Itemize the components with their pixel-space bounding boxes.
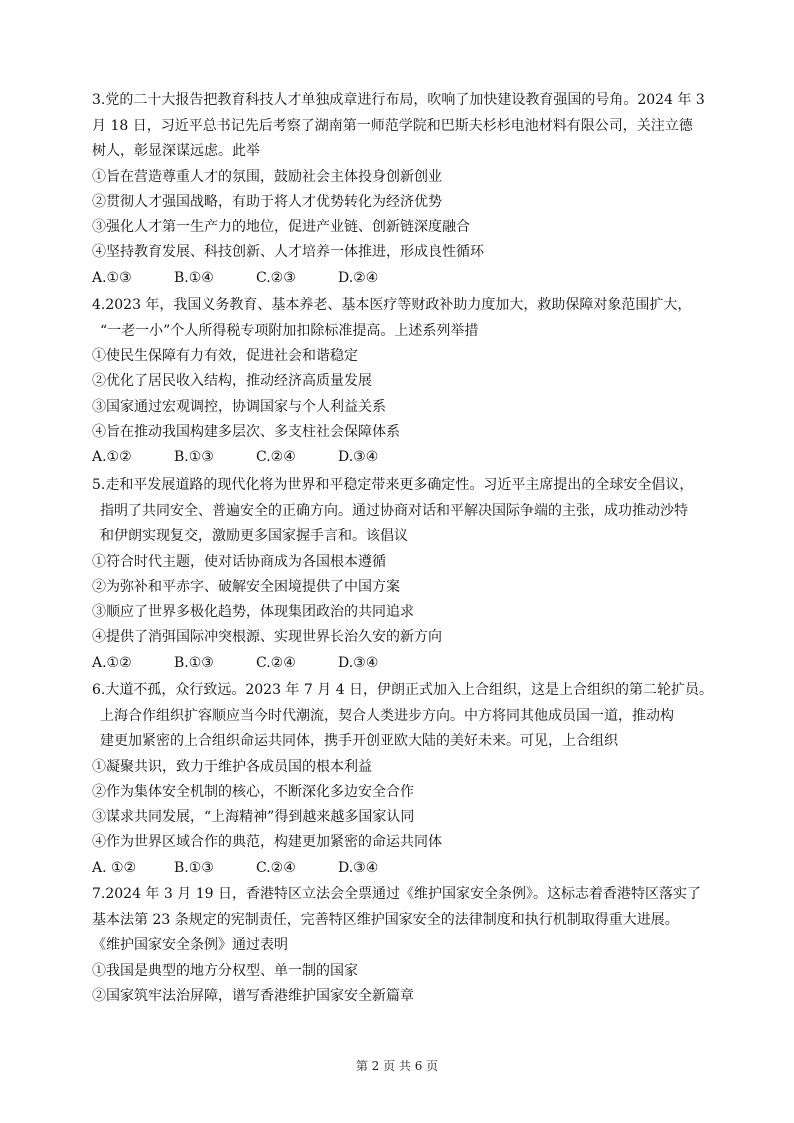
- stem-line: 指明了共同安全、普遍安全的正确方向。通过协商对话和平解决国际争端的主张，成功推动沙特: [100, 502, 688, 519]
- question-7: [92, 882, 704, 1009]
- choice-a: A.①③: [92, 269, 132, 286]
- option-2: ②国家筑牢法治屏障，谱写香港维护国家安全新篇章: [92, 987, 414, 1004]
- option-4: ④坚持教育发展、科技创新、人才培养一体推进，形成良性循环: [92, 244, 484, 261]
- question-stem: [92, 293, 704, 344]
- choice-d: D.②④: [338, 269, 379, 286]
- choice-b: B.①③: [174, 449, 214, 466]
- option-4: ④旨在推动我国构建多层次、多支柱社会保障体系: [92, 423, 400, 440]
- question-4: [92, 293, 704, 470]
- stem-line: 6.大道不孤，众行致远。2023 年 7 月 4 日，伊朗正式加入上合组织，这是上合组织的第二轮扩员。: [92, 682, 714, 698]
- stem-line: 基本法第 23 条规定的宪制责任，完善特区维护国家安全的法律制度和执行机制取得重大进展。: [92, 911, 679, 928]
- stem-line: 建更加紧密的上合组织命运共同体，携手开创亚欧大陆的美好未来。可见，上合组织: [100, 733, 618, 749]
- stem-line: “一老一小”个人所得税专项附加扣除标准提高。上述系列举措: [100, 322, 479, 339]
- answer-choices: [92, 651, 704, 676]
- answer-choices: [92, 445, 704, 470]
- choice-b: B.①③: [174, 654, 214, 671]
- stem-line: 上海合作组织扩容顺应当今时代潮流，契合人类进步方向。中方将同其他成员国一道，推动构: [100, 707, 674, 724]
- choice-c: C.②④: [256, 859, 296, 876]
- option-1: ①我国是典型的地方分权型、单一制的国家: [92, 962, 358, 979]
- stem-line: 和伊朗实现复交，激励更多国家握手言和。该倡议: [100, 528, 408, 544]
- stem-line: 5.走和平发展道路的现代化将为世界和平稳定带来更多确定性。习近平主席提出的全球安全倡议，: [92, 477, 694, 493]
- question-stem: [92, 882, 704, 959]
- option-3: ③谋求共同发展，“上海精神”得到越来越多国家认同: [92, 809, 415, 826]
- choice-d: D.③④: [338, 449, 379, 466]
- question-5: [92, 473, 704, 676]
- option-3: ③顺应了世界多极化趋势，体现集团政治的共同追求: [92, 604, 414, 621]
- question-stem: [92, 88, 704, 165]
- question-stem: [92, 678, 714, 755]
- option-2: ②贯彻人才强国战略，有助于将人才优势转化为经济优势: [92, 193, 442, 210]
- question-stem: [92, 473, 704, 550]
- answer-choices: [92, 266, 704, 291]
- answer-choices: [92, 856, 704, 881]
- stem-line: 7.2024 年 3 月 19 日，香港特区立法会全票通过《维护国家安全条例》。这标志着香港特区落实了: [92, 886, 701, 902]
- option-1: ①使民生保障有力有效，促进社会和谐稳定: [92, 348, 358, 364]
- choice-a: A. ①②: [92, 859, 137, 876]
- option-1: ①符合时代主题，使对话协商成为各国根本遵循: [92, 553, 386, 570]
- option-2: ②为弥补和平赤字、破解安全困境提供了中国方案: [92, 578, 400, 595]
- option-4: ④提供了消弭国际冲突根源、实现世界长治久安的新方向: [92, 629, 442, 646]
- page-footer: 第 2 页 共 6 页: [355, 1059, 439, 1073]
- option-3: ③强化人才第一生产力的地位，促进产业链、创新链深度融合: [92, 219, 470, 236]
- stem-line: 树人，彰显深谋远虑。此举: [92, 143, 260, 159]
- option-1: ①凝聚共识，致力于维护各成员国的根本利益: [92, 758, 372, 775]
- option-2: ②作为集体安全机制的核心，不断深化多边安全合作: [92, 783, 414, 800]
- stem-line: 4.2023 年，我国义务教育、基本养老、基本医疗等财政补助力度加大，救助保障对象范围扩大，: [92, 297, 692, 313]
- choice-a: A.①②: [92, 449, 132, 466]
- choice-b: B.①③: [174, 859, 214, 876]
- choice-c: C.②③: [256, 269, 296, 286]
- choice-c: C.②④: [256, 449, 296, 466]
- option-1: ①旨在营造尊重人才的氛围，鼓励社会主体投身创新创业: [92, 168, 442, 185]
- option-2: ②优化了居民收入结构，推动经济高质量发展: [92, 373, 372, 390]
- choice-a: A.①②: [92, 654, 132, 671]
- choice-d: D.③④: [338, 859, 379, 876]
- stem-line: 3.党的二十大报告把教育科技人才单独成章进行布局，吹响了加快建设教育强国的号角。2024 年 3: [92, 92, 705, 108]
- stem-line: 月 18 日，习近平总书记先后考察了湖南第一师范学院和巴斯夫杉杉电池材料有限公司，关注立德: [92, 117, 693, 134]
- option-4: ④作为世界区域合作的典范，构建更加紧密的命运共同体: [92, 834, 442, 851]
- choice-c: C.②④: [256, 654, 296, 671]
- option-3: ③国家通过宏观调控，协调国家与个人利益关系: [92, 398, 386, 415]
- question-3: [92, 88, 704, 291]
- stem-line: 《维护国家安全条例》通过表明: [92, 937, 288, 953]
- question-6: [92, 678, 714, 881]
- choice-d: D.③④: [338, 654, 379, 671]
- choice-b: B.①④: [174, 269, 214, 286]
